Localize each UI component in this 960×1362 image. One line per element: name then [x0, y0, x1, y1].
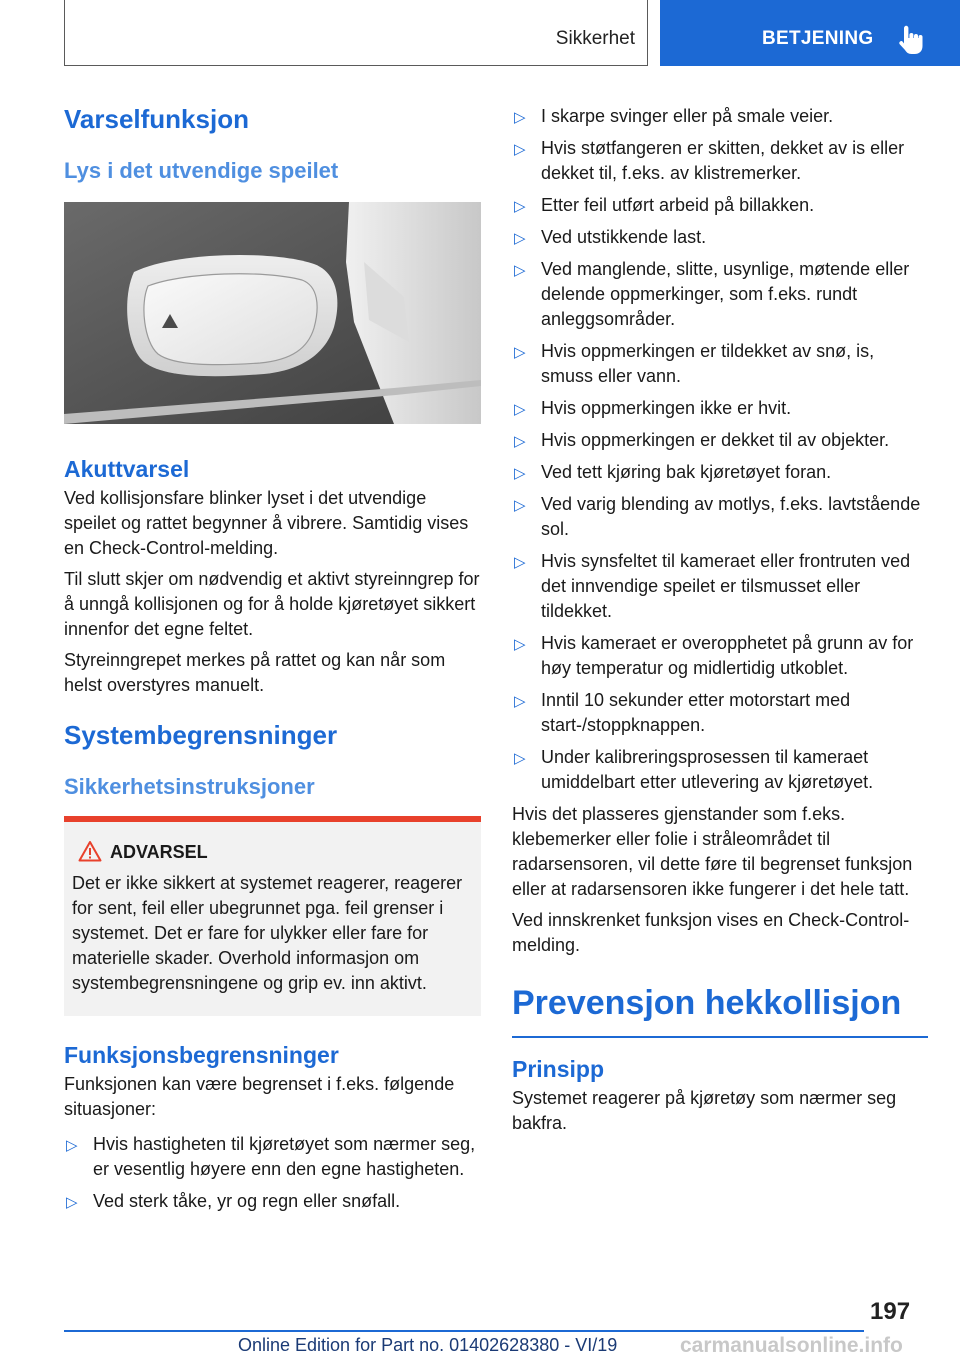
- bullet-triangle-icon: ▷: [66, 1137, 78, 1154]
- list-item: ▷ Ved sterk tåke, yr og regn eller snøfall.: [64, 1189, 481, 1214]
- list-item: ▷ Hvis oppmerkingen er dekket til av objekter.: [512, 428, 928, 453]
- bullet-triangle-icon: ▷: [514, 693, 526, 710]
- bullet-triangle-icon: ▷: [514, 750, 526, 767]
- header-chapter-tab: [660, 0, 960, 66]
- list-item: ▷ Hvis oppmerkingen er tildekket av snø, is, smuss eller vann.: [514, 341, 875, 386]
- bullet-triangle-icon: ▷: [66, 1194, 78, 1211]
- list-item: ▷ Hvis støtfangeren er skitten, dekket av is eller dekket til, f.eks. av klistremerker.: [514, 138, 905, 183]
- list-item: ▷ Ved utstikkende last.: [512, 225, 928, 250]
- bullet-triangle-icon: ▷: [514, 465, 526, 482]
- heading-sikkerhetsinstruksjoner: Sikkerhetsinstruksjoner: [64, 774, 315, 799]
- heading-prevensjon-hekkollisjon: Prevensjon hekkollisjon: [512, 984, 902, 1022]
- bullet-triangle-icon: ▷: [514, 262, 526, 279]
- left-column: [64, 100, 481, 1221]
- warning-title-row: [72, 840, 471, 864]
- bullet-triangle-icon: ▷: [514, 141, 526, 158]
- list-item: ▷ Etter feil utført arbeid på billakken.: [512, 193, 928, 218]
- warning-text: Det er ikke sikkert at systemet reagerer, reagerer for sent, feil eller ubegrunnet pga. feil grenser i systemet. Det er fare for ulykker eller fare for materielle skader. Overhold informasjon om systembegrensningene og grip ev. inn aktivt.: [72, 873, 463, 993]
- paragraph-akutt-1: Ved kollisjonsfare blinker lyset i det utvendige speilet og rattet begynner å vibrere. Samtidig vises en Check-Control-melding.: [64, 488, 469, 558]
- heading-akuttvarsel: Akuttvarsel: [64, 456, 190, 482]
- paragraph-akutt-2: Til slutt skjer om nødvendig et aktivt styreinngrep for å unngå kollisjonen og for å holde kjøretøyet sikkert innenfor det egne feltet.: [64, 569, 480, 639]
- bullet-triangle-icon: ▷: [514, 230, 526, 247]
- warning-box: [64, 816, 481, 1016]
- list-item: ▷ Hvis hastigheten til kjøretøyet som nærmer seg, er vesentlig høyere enn den egne hastigheten.: [66, 1134, 476, 1179]
- heading-lys-speilet: Lys i det utvendige speilet: [64, 158, 339, 183]
- list-item: ▷ Hvis oppmerkingen ikke er hvit.: [512, 396, 928, 421]
- heading-prinsipp: Prinsipp: [512, 1056, 605, 1082]
- hand-pointer-icon: [896, 24, 924, 56]
- bullet-triangle-icon: ▷: [514, 401, 526, 418]
- paragraph-akutt-3: Styreinngrepet merkes på rattet og kan når som helst overstyres manuelt.: [64, 650, 446, 695]
- heading-funksjonsbegrensninger: Funksjonsbegrensninger: [64, 1042, 339, 1068]
- bullet-triangle-icon: ▷: [514, 497, 526, 514]
- right-column: [512, 104, 928, 1136]
- left-bullet-list: [64, 1132, 481, 1214]
- bullet-triangle-icon: ▷: [514, 109, 526, 126]
- list-item: ▷ Ved manglende, slitte, usynlige, møtende eller delende oppmerkinger, som f.eks. rundt anleggsområder.: [514, 259, 910, 329]
- warning-title: ADVARSEL: [110, 842, 208, 862]
- warning-triangle-icon: [78, 840, 102, 862]
- list-item: ▷ Hvis kameraet er overopphetet på grunn av for høy temperatur og midlertidig utkoblet.: [514, 633, 914, 678]
- bullet-triangle-icon: ▷: [514, 636, 526, 653]
- list-item: ▷ Ved varig blending av motlys, f.eks. lavtstående sol.: [514, 494, 921, 539]
- footer-divider: [64, 1330, 864, 1332]
- list-item: ▷ I skarpe svinger eller på smale veier.: [512, 104, 928, 129]
- side-mirror-illustration: [64, 202, 481, 424]
- paragraph-prinsipp: Systemet reagerer på kjøretøy som nærmer seg bakfra.: [512, 1088, 897, 1133]
- right-bullet-list: [512, 104, 928, 795]
- list-item: ▷ Under kalibreringsprosessen til kameraet umiddelbart etter utlevering av kjøretøyet.: [514, 747, 874, 792]
- footer-edition-text: Online Edition for Part no. 01402628380 - VI/19: [238, 1335, 618, 1355]
- header-section-tab: [64, 0, 648, 66]
- header-chapter-title: BETJENING: [762, 28, 874, 49]
- paragraph-funksjon: Funksjonen kan være begrenset i f.eks. følgende situasjoner:: [64, 1074, 455, 1119]
- list-item: ▷ Hvis synsfeltet til kameraet eller frontruten ved det innvendige speilet er tilsmusset eller tildekket.: [514, 551, 911, 621]
- heading-divider: [512, 1036, 928, 1038]
- heading-systembegrensninger: Systembegrensninger: [64, 720, 338, 750]
- paragraph-radar-1: Hvis det plasseres gjenstander som f.eks. klebemerker eller folie i stråleområdet til radarsensoren, vil dette føre til begrenset funksjon eller at radarsensoren ikke fungerer i det hele tatt.: [512, 804, 913, 899]
- list-item: ▷ Ved tett kjøring bak kjøretøyet foran.: [512, 460, 928, 485]
- bullet-triangle-icon: ▷: [514, 554, 526, 571]
- paragraph-radar-2: Ved innskrenket funksjon vises en Check-Control-melding.: [512, 910, 910, 955]
- bullet-triangle-icon: ▷: [514, 433, 526, 450]
- bullet-triangle-icon: ▷: [514, 198, 526, 215]
- list-item: ▷ Inntil 10 sekunder etter motorstart med start-/stoppknappen.: [514, 690, 851, 735]
- heading-varselfunksjon: Varselfunksjon: [64, 104, 249, 134]
- bullet-triangle-icon: ▷: [514, 344, 526, 361]
- header-section-title: Sikkerhet: [555, 28, 635, 49]
- footer-watermark: carmanualsonline.info: [680, 1334, 903, 1357]
- page-number: 197: [870, 1298, 911, 1325]
